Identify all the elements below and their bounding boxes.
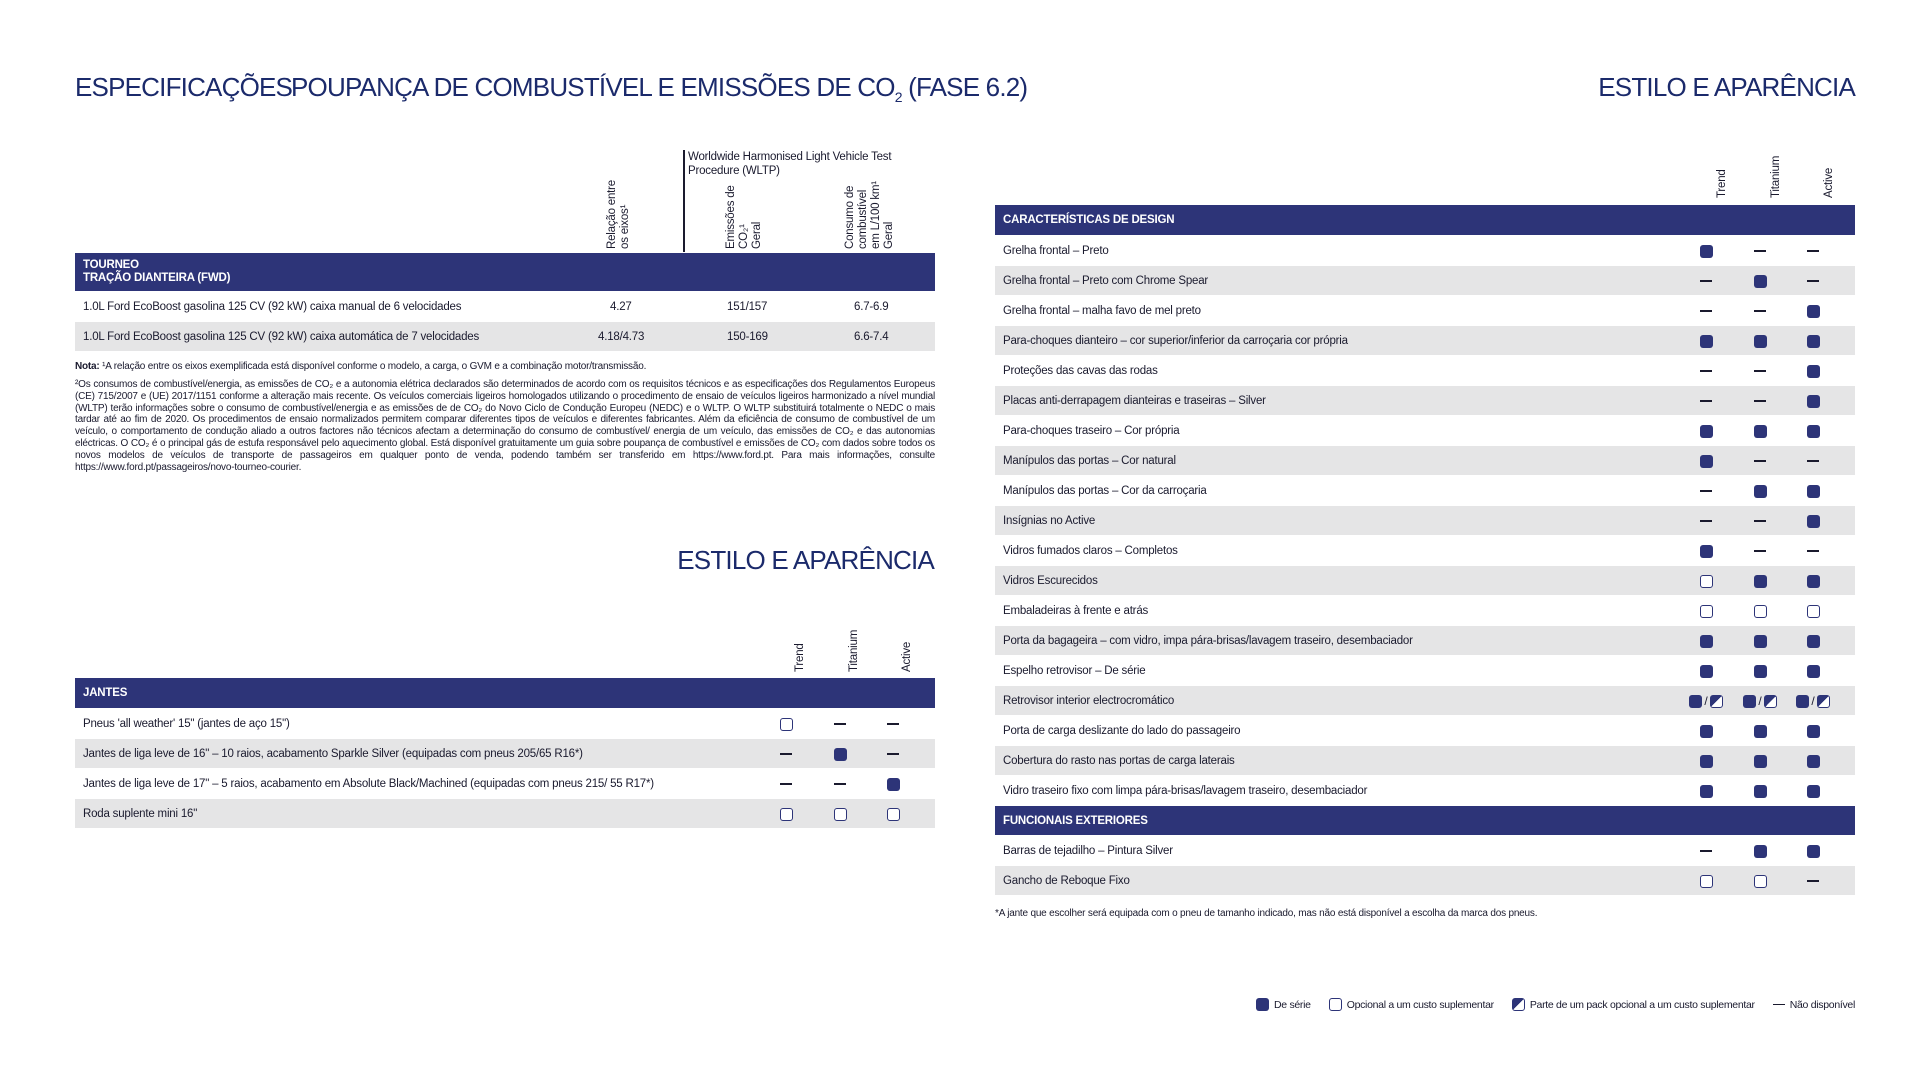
trim-mark-trend	[1686, 416, 1726, 446]
trim-mark-active	[1793, 716, 1833, 746]
trim-mark-active	[1793, 566, 1833, 596]
row-label: Para-choques traseiro – Cor própria	[1003, 424, 1180, 437]
col-cons-l2: combustível	[857, 189, 869, 249]
row-emis: 150-169	[727, 331, 768, 343]
row-label: Insígnias no Active	[1003, 514, 1096, 527]
legend-na-label: Não disponível	[1789, 998, 1855, 1011]
trim-mark-trend	[1686, 776, 1726, 806]
trim-mark-titanium	[1740, 566, 1780, 596]
fuel-note-2: ²Os consumos de combustível/energia, as emissões de CO₂ e a autonomia elétrica declarados são determinados de acordo com os requisitos técnicos e as especificações dos Regulamentos Europeus (CE) 715/2007 e (UE) 2017/1151 conforme a alteração mais recente. Os veículos comerciais ligeiros homologados utilizando o procedimento de ensaio de veículos ligeiros harmonizado a nível mundial (WLTP) terão informações sobre o consumo de combustível/energia e as emissões de de CO₂ do Novo Ciclo de Condução Europeu (NEDC) e o WLTP. O WLTP substituirá totalmente o NEDC o mais tardar até ao fim de 2020. Os procedimentos de ensaio normalizados permitem comparar diferentes tipos de veículos e diferentes fabricantes. Além da eficiência de consumo de combustível de um veículo, o comportamento de condução aliado a outros factores não técnicos afectam a determinação do consumo de combustível/ energia de um veículo, das emissões de CO₂ e das autonomias eléctricas. O CO₂ é o principal gás de estufa responsável pelo aquecimento global. Está disponível gratuitamente um guia sobre poupança de combustível e emissões de CO₂ com dados sobre todos os novos modelos de veículos de transporte de passageiros em qualquer ponto de venda, podendo também ser transferido em https://www.ford.pt. Para mais informações, consulte https://www.ford.pt/passageiros/novo-tourneo-courier.	[75, 379, 935, 473]
row-label: Barras de tejadilho – Pintura Silver	[1003, 844, 1173, 857]
trim-mark-titanium	[1740, 746, 1780, 776]
dash-icon	[780, 783, 792, 785]
dash-icon	[1700, 370, 1712, 372]
slash-separator: /	[1758, 694, 1762, 708]
table-row	[995, 685, 1855, 715]
trim-mark-trend	[1686, 476, 1726, 506]
row-cons: 6.7-6.9	[854, 301, 889, 313]
dash-icon	[1807, 250, 1819, 252]
col-emis-header	[725, 185, 764, 249]
standard-icon	[1754, 665, 1767, 678]
trim-mark-active	[873, 739, 913, 769]
trim-mark-trend	[1686, 866, 1726, 896]
optional-icon	[780, 718, 793, 731]
standard-icon	[1807, 665, 1820, 678]
dash-icon	[1754, 460, 1766, 462]
trim-mark-titanium	[1740, 626, 1780, 656]
note-1-text: ¹A relação entre os eixos exemplificada está disponível conforme o modelo, a carga, o GVM e a combinação motor/transmissão.	[99, 361, 647, 372]
standard-icon	[1807, 725, 1820, 738]
trim-mark-titanium	[1740, 866, 1780, 896]
row-label: Embaladeiras à frente e atrás	[1003, 604, 1149, 617]
fuel-heading-text: POUPANÇA DE COMBUSTÍVEL E EMISSÕES DE CO	[291, 72, 895, 102]
trim-mark-trend	[1686, 746, 1726, 776]
standard-icon	[1807, 335, 1820, 348]
table-row	[995, 265, 1855, 295]
legend-pack-label: Parte de um pack opcional a um custo suplementar	[1529, 998, 1755, 1011]
trim-mark-active	[873, 709, 913, 739]
trim-mark-titanium	[1740, 386, 1780, 416]
dash-icon	[1700, 280, 1712, 282]
row-ratio: 4.27	[610, 301, 632, 313]
standard-icon	[1807, 485, 1820, 498]
trim-mark-titanium	[1740, 716, 1780, 746]
trim-mark-trend	[1686, 356, 1726, 386]
optional-icon	[834, 808, 847, 821]
optional-icon	[887, 808, 900, 821]
trim-mark-active	[1793, 416, 1833, 446]
standard-icon	[1754, 575, 1767, 588]
table-row	[995, 625, 1855, 655]
row-label: Proteções das cavas das rodas	[1003, 364, 1158, 377]
row-label: 1.0L Ford EcoBoost gasolina 125 CV (92 kW) caixa automática de 7 velocidades	[83, 330, 480, 343]
trim-header-titanium-right: Titanium	[1770, 155, 1782, 198]
standard-icon	[1807, 425, 1820, 438]
standard-icon	[834, 748, 847, 761]
table-row	[995, 565, 1855, 595]
table-row	[75, 798, 935, 828]
row-label: Vidros Escurecidos	[1003, 574, 1098, 587]
legend-optional-label: Opcional a um custo suplementar	[1346, 998, 1494, 1011]
spec-heading: ESPECIFICAÇÕES	[75, 72, 293, 102]
trim-mark-titanium	[1740, 476, 1780, 506]
pack-icon	[1817, 695, 1830, 708]
row-ratio: 4.18/4.73	[598, 331, 645, 343]
trim-mark-active	[1793, 746, 1833, 776]
trim-mark-trend	[766, 739, 806, 769]
jantes-section-bar: JANTES	[75, 678, 935, 708]
trim-mark-titanium	[1740, 536, 1780, 566]
trim-mark-trend	[766, 769, 806, 799]
standard-icon	[1807, 785, 1820, 798]
row-label: Espelho retrovisor – De série	[1003, 664, 1146, 677]
row-label: 1.0L Ford EcoBoost gasolina 125 CV (92 kW) caixa manual de 6 velocidades	[83, 300, 462, 313]
trim-mark-active	[1793, 596, 1833, 626]
table-row	[75, 291, 935, 321]
row-label: Para-choques dianteiro – cor superior/inferior da carroçaria cor própria	[1003, 334, 1348, 347]
table-row	[995, 655, 1855, 685]
jantes-table	[75, 678, 935, 828]
row-cons: 6.6-7.4	[854, 331, 889, 343]
dash-icon	[1807, 550, 1819, 552]
row-label: Manípulos das portas – Cor natural	[1003, 454, 1176, 467]
trim-mark-active	[1793, 236, 1833, 266]
optional-icon	[1754, 605, 1767, 618]
pack-icon	[1764, 695, 1777, 708]
style-heading-left: ESTILO E APARÊNCIA	[677, 545, 934, 575]
row-label: Porta de carga deslizante do lado do passageiro	[1003, 724, 1241, 737]
table-row	[75, 708, 935, 738]
table-row	[995, 295, 1855, 325]
legend	[1256, 998, 1855, 1011]
dash-icon	[1754, 550, 1766, 552]
wltp-title: Worldwide Harmonised Light Vehicle Test Procedure (WLTP)	[688, 151, 892, 177]
trim-mark-titanium	[1740, 686, 1780, 716]
dash-icon	[1700, 520, 1712, 522]
trim-mark-trend	[1686, 386, 1726, 416]
fuel-table	[75, 253, 935, 351]
table-row	[995, 715, 1855, 745]
trim-mark-active	[1793, 446, 1833, 476]
table-row	[995, 325, 1855, 355]
optional-icon	[1700, 875, 1713, 888]
trim-mark-trend	[1686, 686, 1726, 716]
dash-icon	[1700, 850, 1712, 852]
dash-icon	[887, 723, 899, 725]
row-label: Roda suplente mini 16"	[83, 807, 198, 820]
standard-icon	[1700, 245, 1713, 258]
trim-mark-trend	[1686, 446, 1726, 476]
trim-mark-titanium	[820, 799, 860, 829]
dash-icon	[1754, 250, 1766, 252]
standard-icon	[1754, 275, 1767, 288]
optional-icon	[1329, 998, 1342, 1011]
trim-mark-active	[1793, 266, 1833, 296]
optional-icon	[1700, 575, 1713, 588]
table-row	[75, 738, 935, 768]
standard-icon	[1689, 695, 1702, 708]
standard-icon	[1807, 635, 1820, 648]
legend-na	[1773, 999, 1855, 1011]
slash-separator: /	[1704, 694, 1708, 708]
row-label: Grelha frontal – Preto com Chrome Spear	[1003, 274, 1209, 287]
standard-icon	[1807, 365, 1820, 378]
trim-header-trend-right: Trend	[1716, 169, 1728, 198]
trim-mark-titanium	[1740, 656, 1780, 686]
col-cons-header	[844, 181, 896, 249]
table-row	[995, 535, 1855, 565]
dash-icon	[1754, 400, 1766, 402]
table-row	[995, 415, 1855, 445]
dash-icon	[1807, 280, 1819, 282]
standard-icon	[1700, 635, 1713, 648]
standard-icon	[1700, 425, 1713, 438]
col-ratio-l2: os eixos¹	[619, 204, 631, 249]
table-row	[995, 505, 1855, 535]
table-row	[995, 445, 1855, 475]
trim-header-active-right: Active	[1823, 167, 1835, 198]
dash-icon	[834, 783, 846, 785]
trim-mark-active	[1793, 836, 1833, 866]
trim-mark-trend	[1686, 716, 1726, 746]
standard-icon	[1807, 755, 1820, 768]
fuel-note-1	[75, 361, 935, 373]
table-row	[75, 768, 935, 798]
row-label: Pneus 'all weather' 15" (jantes de aço 15")	[83, 717, 290, 730]
dash-icon	[1700, 490, 1712, 492]
dash-icon	[1807, 460, 1819, 462]
wltp-divider	[683, 150, 685, 252]
table-row	[995, 865, 1855, 895]
standard-icon	[1743, 695, 1756, 708]
col-ratio-header	[606, 180, 632, 249]
col-emis-l3: Geral	[751, 221, 763, 249]
row-label: Porta da bagageira – com vidro, impa pára-brisas/lavagem traseiro, desembaciador	[1003, 634, 1413, 647]
legend-standard	[1256, 998, 1311, 1011]
standard-icon	[1700, 665, 1713, 678]
trim-mark-trend	[1686, 266, 1726, 296]
dash-icon	[834, 723, 846, 725]
standard-icon	[1807, 515, 1820, 528]
trim-mark-active	[1793, 356, 1833, 386]
standard-icon	[887, 778, 900, 791]
dash-icon	[887, 753, 899, 755]
trim-mark-titanium	[1740, 356, 1780, 386]
row-label: Grelha frontal – Preto	[1003, 244, 1109, 257]
standard-icon	[1700, 755, 1713, 768]
footnote: *A jante que escolher será equipada com o pneu de tamanho indicado, mas não está disponível a escolha da marca dos pneus.	[995, 908, 1538, 919]
dash-icon	[1754, 310, 1766, 312]
trim-mark-active	[873, 769, 913, 799]
legend-pack	[1512, 998, 1755, 1011]
standard-icon	[1754, 845, 1767, 858]
row-label: Placas anti-derrapagem dianteiras e traseiras – Silver	[1003, 394, 1266, 407]
col-ratio-l1: Relação entre	[606, 180, 618, 249]
trim-mark-active	[1793, 536, 1833, 566]
row-emis: 151/157	[727, 301, 768, 313]
row-label: Grelha frontal – malha favo de mel preto	[1003, 304, 1201, 317]
standard-icon	[1807, 305, 1820, 318]
trim-mark-trend	[1686, 656, 1726, 686]
fuel-section-l2: TRAÇÃO DIANTEIRA (FWD)	[83, 272, 231, 284]
design-table	[995, 205, 1855, 895]
trim-mark-active	[873, 799, 913, 829]
trim-mark-active	[1793, 776, 1833, 806]
standard-icon	[1754, 755, 1767, 768]
col-emis-l2: CO₂¹	[738, 224, 750, 249]
trim-mark-trend	[1686, 836, 1726, 866]
trim-mark-titanium	[820, 739, 860, 769]
trim-mark-active	[1793, 476, 1833, 506]
col-cons-l1: Consumo de	[844, 185, 856, 249]
table-row	[75, 321, 935, 351]
trim-mark-trend	[1686, 506, 1726, 536]
trim-mark-active	[1793, 686, 1833, 716]
trim-mark-trend	[1686, 596, 1726, 626]
row-label: Jantes de liga leve de 16" – 10 raios, acabamento Sparkle Silver (equipadas com pneus 205/65 R16*)	[83, 747, 583, 760]
standard-icon	[1700, 545, 1713, 558]
trim-mark-trend	[766, 799, 806, 829]
design-section-bar: CARACTERÍSTICAS DE DESIGN	[995, 205, 1855, 235]
style-heading-right: ESTILO E APARÊNCIA	[1598, 72, 1855, 102]
legend-optional	[1329, 998, 1494, 1011]
row-label: Manípulos das portas – Cor da carroçaria	[1003, 484, 1207, 497]
table-row	[995, 355, 1855, 385]
trim-header-active-left: Active	[901, 641, 913, 672]
col-cons-l3: em L/100 km¹	[870, 181, 882, 249]
row-label: Vidro traseiro fixo com limpa pára-brisas/lavagem traseiro, desembaciador	[1003, 784, 1368, 797]
standard-icon	[1754, 425, 1767, 438]
trim-mark-trend	[1686, 296, 1726, 326]
standard-icon	[1256, 998, 1269, 1011]
dash-icon	[1773, 1004, 1785, 1006]
trim-mark-trend	[1686, 566, 1726, 596]
col-emis-l1: Emissões de	[725, 185, 737, 249]
fuel-section-bar	[75, 253, 935, 291]
dash-icon	[1700, 310, 1712, 312]
exterior-section-bar: FUNCIONAIS EXTERIORES	[995, 805, 1855, 835]
row-label: Retrovisor interior electrocromático	[1003, 694, 1175, 707]
dash-icon	[1700, 400, 1712, 402]
table-row	[995, 235, 1855, 265]
standard-icon	[1807, 395, 1820, 408]
trim-mark-titanium	[1740, 266, 1780, 296]
dash-icon	[780, 753, 792, 755]
trim-mark-active	[1793, 866, 1833, 896]
table-row	[995, 595, 1855, 625]
slash-separator: /	[1811, 694, 1815, 708]
standard-icon	[1754, 335, 1767, 348]
standard-icon	[1796, 695, 1809, 708]
dash-icon	[1754, 520, 1766, 522]
optional-icon	[1754, 875, 1767, 888]
note-bold: Nota:	[75, 361, 100, 372]
trim-mark-titanium	[820, 709, 860, 739]
trim-mark-titanium	[1740, 296, 1780, 326]
trim-mark-active	[1793, 386, 1833, 416]
standard-icon	[1700, 455, 1713, 468]
trim-mark-titanium	[1740, 326, 1780, 356]
standard-icon	[1754, 485, 1767, 498]
standard-icon	[1807, 845, 1820, 858]
trim-mark-titanium	[1740, 236, 1780, 266]
table-row	[995, 745, 1855, 775]
trim-mark-trend	[1686, 626, 1726, 656]
optional-icon	[780, 808, 793, 821]
pack-icon	[1512, 998, 1525, 1011]
trim-mark-active	[1793, 326, 1833, 356]
table-row	[995, 775, 1855, 805]
table-row	[995, 385, 1855, 415]
standard-icon	[1700, 335, 1713, 348]
legend-standard-label: De série	[1274, 998, 1311, 1011]
trim-mark-trend	[1686, 326, 1726, 356]
optional-icon	[1807, 605, 1820, 618]
standard-icon	[1754, 785, 1767, 798]
optional-icon	[1700, 605, 1713, 618]
trim-mark-active	[1793, 626, 1833, 656]
trim-mark-titanium	[1740, 836, 1780, 866]
standard-icon	[1754, 725, 1767, 738]
trim-mark-titanium	[1740, 776, 1780, 806]
fuel-heading-sub: 2	[894, 89, 902, 106]
fuel-heading	[291, 72, 1027, 105]
row-label: Vidros fumados claros – Completos	[1003, 544, 1178, 557]
standard-icon	[1807, 575, 1820, 588]
trim-header-titanium-left: Titanium	[848, 629, 860, 672]
trim-mark-titanium	[1740, 506, 1780, 536]
row-label: Jantes de liga leve de 17" – 5 raios, acabamento em Absolute Black/Machined (equipadas com pneus 215/ 55 R17*)	[83, 777, 654, 790]
dash-icon	[1754, 370, 1766, 372]
trim-mark-titanium	[1740, 416, 1780, 446]
trim-mark-trend	[766, 709, 806, 739]
trim-header-trend-left: Trend	[794, 643, 806, 672]
fuel-heading-end: (FASE 6.2)	[901, 72, 1028, 102]
table-row	[995, 475, 1855, 505]
trim-mark-titanium	[820, 769, 860, 799]
standard-icon	[1700, 785, 1713, 798]
trim-mark-active	[1793, 506, 1833, 536]
trim-mark-titanium	[1740, 596, 1780, 626]
trim-mark-active	[1793, 656, 1833, 686]
trim-mark-trend	[1686, 236, 1726, 266]
trim-mark-trend	[1686, 536, 1726, 566]
row-label: Gancho de Reboque Fixo	[1003, 874, 1130, 887]
col-cons-l4: Geral	[883, 221, 895, 249]
trim-mark-active	[1793, 296, 1833, 326]
pack-icon	[1710, 695, 1723, 708]
standard-icon	[1754, 635, 1767, 648]
fuel-section-l1: TOURNEO	[83, 259, 139, 271]
table-row	[995, 835, 1855, 865]
standard-icon	[1700, 725, 1713, 738]
row-label: Cobertura do rasto nas portas de carga laterais	[1003, 754, 1235, 767]
trim-mark-titanium	[1740, 446, 1780, 476]
dash-icon	[1807, 880, 1819, 882]
